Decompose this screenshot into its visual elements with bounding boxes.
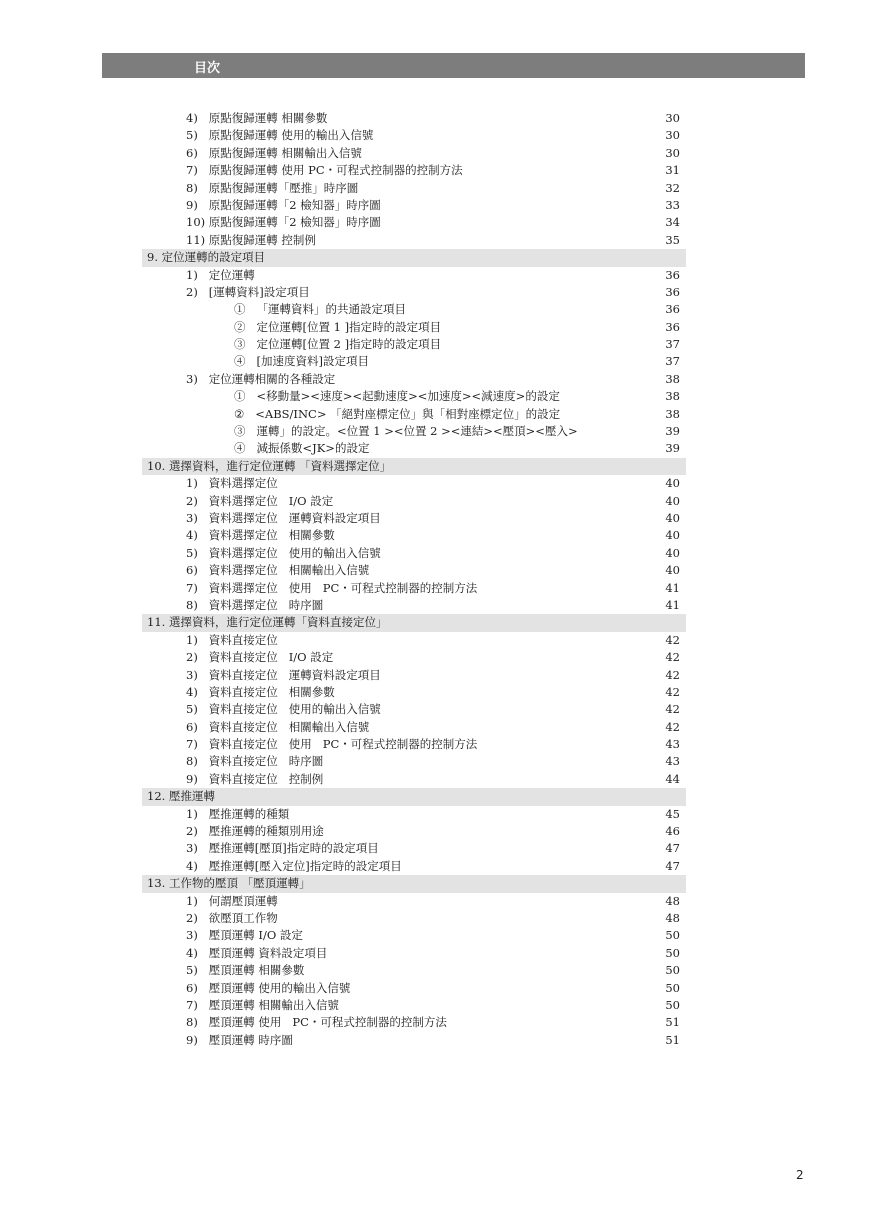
toc-entry-page: 38 bbox=[665, 406, 680, 421]
toc-entry-label: 5) 壓頂運轉 相關參數 bbox=[186, 963, 305, 978]
toc-entry[interactable] bbox=[142, 736, 686, 753]
toc-entry-page: 40 bbox=[665, 510, 680, 525]
toc-entry[interactable] bbox=[142, 945, 686, 962]
toc-entry[interactable] bbox=[142, 336, 686, 353]
toc-entry-label: 9) 原點復歸運轉「2 檢知器」時序圖 bbox=[186, 197, 381, 212]
toc-entry[interactable] bbox=[142, 388, 686, 405]
toc-entry-label: 3) 資料直接定位 運轉資料設定項目 bbox=[186, 667, 381, 682]
toc-entry[interactable] bbox=[142, 371, 686, 388]
toc-entry-label: 5) 資料選擇定位 使用的輸出入信號 bbox=[186, 545, 381, 560]
toc-entry[interactable] bbox=[142, 232, 686, 249]
toc-entry[interactable] bbox=[142, 962, 686, 979]
toc-entry-page: 40 bbox=[665, 476, 680, 491]
toc-entry-label: 4) 壓推運轉[壓入定位]指定時的設定項目 bbox=[186, 858, 402, 873]
toc-entry-label: 2) 資料直接定位 I/O 設定 bbox=[186, 650, 334, 665]
toc-entry[interactable] bbox=[142, 597, 686, 614]
toc-entry-label: 1) 資料直接定位 bbox=[186, 632, 278, 647]
toc-entry-label: 3) 壓頂運轉 I/O 設定 bbox=[186, 928, 303, 943]
toc-entry-page: 40 bbox=[665, 563, 680, 578]
toc-entry-page: 31 bbox=[665, 163, 680, 178]
toc-entry[interactable] bbox=[142, 997, 686, 1014]
toc-entry[interactable] bbox=[142, 910, 686, 927]
toc-entry-label: 2) [運轉資料]設定項目 bbox=[186, 284, 310, 299]
toc-entry[interactable] bbox=[142, 406, 686, 423]
toc-entry-label: 1) 定位運轉 bbox=[186, 267, 255, 282]
toc-entry-page: 51 bbox=[665, 1015, 680, 1030]
toc-entry-page: 42 bbox=[665, 684, 680, 699]
toc-entry-label: 10) 原點復歸運轉「2 檢知器」時序圖 bbox=[186, 215, 381, 230]
toc-entry-page: 33 bbox=[665, 197, 680, 212]
toc-section-heading[interactable] bbox=[142, 614, 686, 631]
toc-entry-page: 48 bbox=[665, 893, 680, 908]
toc-entry[interactable] bbox=[142, 440, 686, 457]
toc-entry[interactable] bbox=[142, 527, 686, 544]
toc-entry[interactable] bbox=[142, 284, 686, 301]
toc-entry-label: 10. 選擇資料，進行定位運轉 「資料選擇定位」 bbox=[147, 458, 392, 473]
toc-entry-page: 47 bbox=[665, 841, 680, 856]
toc-entry-label: 6) 資料選擇定位 相關輸出入信號 bbox=[186, 563, 370, 578]
toc-entry-page: 50 bbox=[665, 997, 680, 1012]
toc-entry[interactable] bbox=[142, 771, 686, 788]
toc-entry-page: 30 bbox=[665, 111, 680, 125]
toc-entry-label: 6) 壓頂運轉 使用的輸出入信號 bbox=[186, 980, 351, 995]
toc-entry[interactable] bbox=[142, 301, 686, 318]
toc-entry-page: 42 bbox=[665, 702, 680, 717]
toc-entry-label: 4) 資料選擇定位 相關參數 bbox=[186, 528, 335, 543]
toc-entry-page: 50 bbox=[665, 980, 680, 995]
toc-entry-label: 1) 壓推運轉的種類 bbox=[186, 806, 290, 821]
toc-entry-page: 34 bbox=[665, 215, 680, 230]
toc-entry[interactable] bbox=[142, 667, 686, 684]
toc-entry-page: 30 bbox=[665, 145, 680, 160]
toc-entry-label: 4) 壓頂運轉 資料設定項目 bbox=[186, 945, 328, 960]
toc-entry-label: 8) 資料直接定位 時序圖 bbox=[186, 754, 324, 769]
toc-entry-page: 41 bbox=[665, 597, 680, 612]
toc-entry-page: 42 bbox=[665, 650, 680, 665]
toc-entry-label: 8) 原點復歸運轉「壓推」時序圖 bbox=[186, 180, 359, 195]
toc-entry[interactable] bbox=[142, 1014, 686, 1031]
toc-entry-page: 36 bbox=[665, 319, 680, 334]
toc-entry-label: 4) 原點復歸運轉 相關參數 bbox=[186, 111, 328, 125]
toc-entry[interactable] bbox=[142, 649, 686, 666]
toc-entry-label: 1) 資料選擇定位 bbox=[186, 476, 278, 491]
toc-entry-label: 12. 壓推運轉 bbox=[147, 789, 215, 804]
toc-entry-label: 13. 工作物的壓頂 「壓頂運轉」 bbox=[147, 876, 311, 891]
toc-section-heading[interactable] bbox=[142, 249, 686, 266]
toc-entry-page: 45 bbox=[665, 806, 680, 821]
toc-entry-label: 11. 選擇資料，進行定位運轉「資料直接定位」 bbox=[147, 615, 388, 630]
toc-entry[interactable] bbox=[142, 632, 686, 649]
toc-entry[interactable] bbox=[142, 475, 686, 492]
toc-entry[interactable] bbox=[142, 858, 686, 875]
toc-entry-page: 48 bbox=[665, 910, 680, 925]
toc-entry[interactable] bbox=[142, 214, 686, 231]
toc-entry-page: 37 bbox=[665, 354, 680, 369]
toc-entry-page: 50 bbox=[665, 945, 680, 960]
toc-entry-page: 35 bbox=[665, 232, 680, 247]
toc-entry-label: 7) 壓頂運轉 相關輸出入信號 bbox=[186, 997, 339, 1012]
toc-entry-page: 41 bbox=[665, 580, 680, 595]
toc-entry-label: 7) 原點復歸運轉 使用 PC・可程式控制器的控制方法 bbox=[186, 163, 463, 178]
toc-entry[interactable] bbox=[142, 806, 686, 823]
toc-entry[interactable] bbox=[142, 110, 686, 127]
toc-section-heading[interactable] bbox=[142, 788, 686, 805]
toc-entry-page: 39 bbox=[665, 424, 680, 439]
toc-entry[interactable] bbox=[142, 510, 686, 527]
toc-entry-page: 44 bbox=[665, 771, 680, 786]
toc-entry-label: ③ 定位運轉[位置 2 ]指定時的設定項目 bbox=[234, 337, 442, 352]
toc-entry-label: ① <移動量><速度><起動速度><加速度><減速度>的設定 bbox=[234, 389, 560, 404]
toc-entry-label: 3) 定位運轉相關的各種設定 bbox=[186, 371, 336, 386]
toc-section-heading[interactable] bbox=[142, 875, 686, 892]
header-bar bbox=[102, 53, 805, 78]
toc-entry[interactable] bbox=[142, 840, 686, 857]
toc-entry-page: 36 bbox=[665, 284, 680, 299]
toc-entry-label: ② 定位運轉[位置 1 ]指定時的設定項目 bbox=[234, 319, 442, 334]
toc-entry[interactable] bbox=[142, 684, 686, 701]
toc-entry-page: 38 bbox=[665, 371, 680, 386]
toc-entry-label: 9) 資料直接定位 控制例 bbox=[186, 771, 324, 786]
toc-entry[interactable] bbox=[142, 319, 686, 336]
toc-entry-page: 43 bbox=[665, 737, 680, 752]
toc-entry-label: 1) 何謂壓頂運轉 bbox=[186, 893, 278, 908]
toc-entry-page: 37 bbox=[665, 337, 680, 352]
toc-entry-page: 42 bbox=[665, 667, 680, 682]
toc-entry-page: 39 bbox=[665, 441, 680, 456]
toc-entry-label: ② <ABS/INC> 「絕對座標定位」與「相對座標定位」的設定 bbox=[234, 406, 561, 421]
toc-entry-label: 5) 資料直接定位 使用的輸出入信號 bbox=[186, 702, 381, 717]
toc-entry-page: 42 bbox=[665, 719, 680, 734]
toc-section-heading[interactable] bbox=[142, 458, 686, 475]
toc-entry-label: 6) 原點復歸運轉 相關輸出入信號 bbox=[186, 145, 362, 160]
toc-entry[interactable] bbox=[142, 580, 686, 597]
toc-entry-label: 3) 壓推運轉[壓頂]指定時的設定項目 bbox=[186, 841, 379, 856]
toc-entry-page: 32 bbox=[665, 180, 680, 195]
toc-entry-label: 3) 資料選擇定位 運轉資料設定項目 bbox=[186, 510, 381, 525]
toc-entry-label: 4) 資料直接定位 相關參數 bbox=[186, 684, 335, 699]
toc-entry[interactable] bbox=[142, 145, 686, 162]
toc-entry[interactable] bbox=[142, 267, 686, 284]
toc-entry-page: 40 bbox=[665, 545, 680, 560]
toc-entry-label: 8) 壓頂運轉 使用 PC・可程式控制器的控制方法 bbox=[186, 1015, 447, 1030]
toc-entry-page: 38 bbox=[665, 389, 680, 404]
toc-entry-label: 5) 原點復歸運轉 使用的輸出入信號 bbox=[186, 128, 374, 143]
toc-entry-page: 43 bbox=[665, 754, 680, 769]
toc-entry-page: 50 bbox=[665, 928, 680, 943]
toc-entry[interactable] bbox=[142, 353, 686, 370]
toc-entry-page: 36 bbox=[665, 267, 680, 282]
toc-entry-label: 9. 定位運轉的設定項目 bbox=[147, 250, 266, 265]
toc-entry-label: 2) 欲壓頂工作物 bbox=[186, 910, 278, 925]
table-of-contents bbox=[142, 110, 686, 1049]
toc-entry[interactable] bbox=[142, 753, 686, 770]
toc-entry-page: 51 bbox=[665, 1032, 680, 1047]
toc-entry-label: 11) 原點復歸運轉 控制例 bbox=[186, 232, 316, 247]
toc-entry-label: 9) 壓頂運轉 時序圖 bbox=[186, 1032, 293, 1047]
toc-entry[interactable] bbox=[142, 562, 686, 579]
toc-entry-page: 40 bbox=[665, 528, 680, 543]
toc-entry-label: 7) 資料直接定位 使用 PC・可程式控制器的控制方法 bbox=[186, 737, 478, 752]
toc-entry[interactable] bbox=[142, 893, 686, 910]
toc-entry-label: 2) 壓推運轉的種類別用途 bbox=[186, 824, 324, 839]
toc-entry-label: 2) 資料選擇定位 I/O 設定 bbox=[186, 493, 334, 508]
toc-entry[interactable] bbox=[142, 927, 686, 944]
toc-entry[interactable] bbox=[142, 162, 686, 179]
toc-entry-page: 50 bbox=[665, 963, 680, 978]
toc-entry-page: 42 bbox=[665, 632, 680, 647]
toc-entry-label: ④ [加速度資料]設定項目 bbox=[234, 354, 369, 369]
toc-entry[interactable] bbox=[142, 423, 686, 440]
toc-entry[interactable] bbox=[142, 1032, 686, 1049]
page-title: 目次 bbox=[194, 61, 221, 76]
toc-entry[interactable] bbox=[142, 980, 686, 997]
toc-entry[interactable] bbox=[142, 701, 686, 718]
toc-entry[interactable] bbox=[142, 127, 686, 144]
toc-entry[interactable] bbox=[142, 545, 686, 562]
toc-entry-label: 6) 資料直接定位 相關輸出入信號 bbox=[186, 719, 370, 734]
toc-entry[interactable] bbox=[142, 823, 686, 840]
toc-entry-label: 8) 資料選擇定位 時序圖 bbox=[186, 597, 324, 612]
toc-entry-label: ① 「運轉資料」的共通設定項目 bbox=[234, 302, 406, 317]
toc-entry-label: ③ 運轉」的設定。<位置 1 ><位置 2 ><連結><壓頂><壓入> bbox=[234, 424, 578, 439]
toc-entry[interactable] bbox=[142, 180, 686, 197]
toc-entry[interactable] bbox=[142, 719, 686, 736]
toc-entry-page: 46 bbox=[665, 824, 680, 839]
toc-entry[interactable] bbox=[142, 197, 686, 214]
toc-entry-page: 47 bbox=[665, 858, 680, 873]
toc-entry-page: 30 bbox=[665, 128, 680, 143]
toc-entry-page: 36 bbox=[665, 302, 680, 317]
page-number: 2 bbox=[796, 1168, 804, 1182]
toc-entry-label: 7) 資料選擇定位 使用 PC・可程式控制器的控制方法 bbox=[186, 580, 478, 595]
toc-entry-label: ④ 減振係數<JK>的設定 bbox=[234, 441, 370, 456]
toc-entry-page: 40 bbox=[665, 493, 680, 508]
toc-entry[interactable] bbox=[142, 493, 686, 510]
